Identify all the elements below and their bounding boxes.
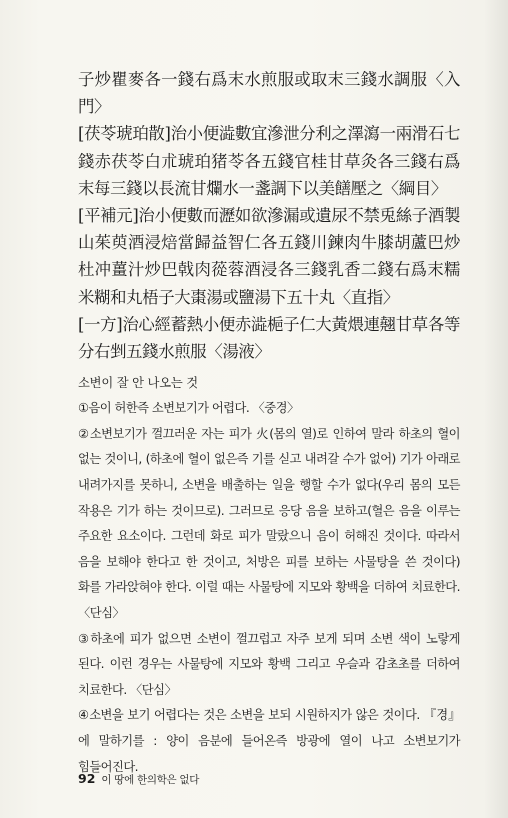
prescription-text: [茯苓琥珀散]治小便澁數宜滲泄分利之澤瀉一兩滑石七錢赤茯苓白朮琥珀猪苓各五錢官桂甘草灸各三錢右爲末每三錢以長流甘爛水一盞調下以美饍壓之〈綱目〉 (78, 124, 460, 198)
prescription-text: [平補元]治小便數而瀝如欲滲漏或遺尿不禁兎絲子酒製山茱萸酒浸焙當歸益智仁各五錢川鍊肉牛膝胡蘆巴炒杜冲薑汁炒巴戟肉蓯蓉酒浸各三錢乳香二錢右爲末糯米糊和丸梧子大棗湯或鹽湯下五十丸〈直指〉 (78, 206, 460, 307)
running-title: 이 땅에 한의학은 없다 (101, 774, 200, 786)
commentary-paragraph: ④소변을 보기 어렵다는 것은 소변을 보되 시원하지가 않은 것이다. 『경』에 말하기를 : 양이 음분에 들어온즉 방광에 열이 나고 소변보기가 힘들어진다. (78, 708, 460, 774)
section-title: 소변이 잘 안 나오는 것 (78, 376, 198, 391)
page-number: 92 (78, 771, 96, 786)
page-footer (78, 771, 199, 787)
commentary-paragraph: ①음이 허한즉 소변보기가 어렵다. 〈중경〉 (78, 401, 299, 416)
commentary-paragraph: ③하초에 피가 없으면 소변이 껄끄럽고 자주 보게 되며 소변 색이 노랗게 된다. 이런 경우는 사물탕에 지모와 황백 그리고 우슬과 감초초를 더하여 치료한다. 〈단심〉 (78, 631, 460, 697)
prescription-text: [一方]治心經蓄熱小便赤澁梔子仁大黃煨連翹甘草各等分右剉五錢水煎服〈湯液〉 (78, 314, 460, 362)
commentary-paragraph: ②소변보기가 껄끄러운 자는 피가 火(몸의 열)로 인하여 말라 하초의 혈이 없는 것이니, (하초에 혈이 없은즉 기를 싣고 내려갈 수가 없어) 기가 아래로 내려가지를 못하니, 소변을 배출하는 일을 행할 수가 없다(우리 몸의 모든 작용은 기가 하는 것이므로). 그러므로 응당 음을 보하고(혈은 음을 이루는 주요한 요소이다. 그런데 화로 피가 말랐으니 음이 허해진 것이다. 따라서 음을 보해야 한다고 한 것이고, 처방은 피를 보하는 사물탕을 쓴 것이다) 화를 가라앉혀야 한다. 이럴 때는 사물탕에 지모와 황백을 더하여 치료한다. 〈단심〉 (78, 426, 460, 620)
prescription-text: 子炒瞿麥各一錢右爲末水煎服或取末三錢水調服〈入門〉 (78, 70, 460, 117)
page-edge-shadow (484, 0, 508, 818)
page-content (78, 66, 460, 780)
